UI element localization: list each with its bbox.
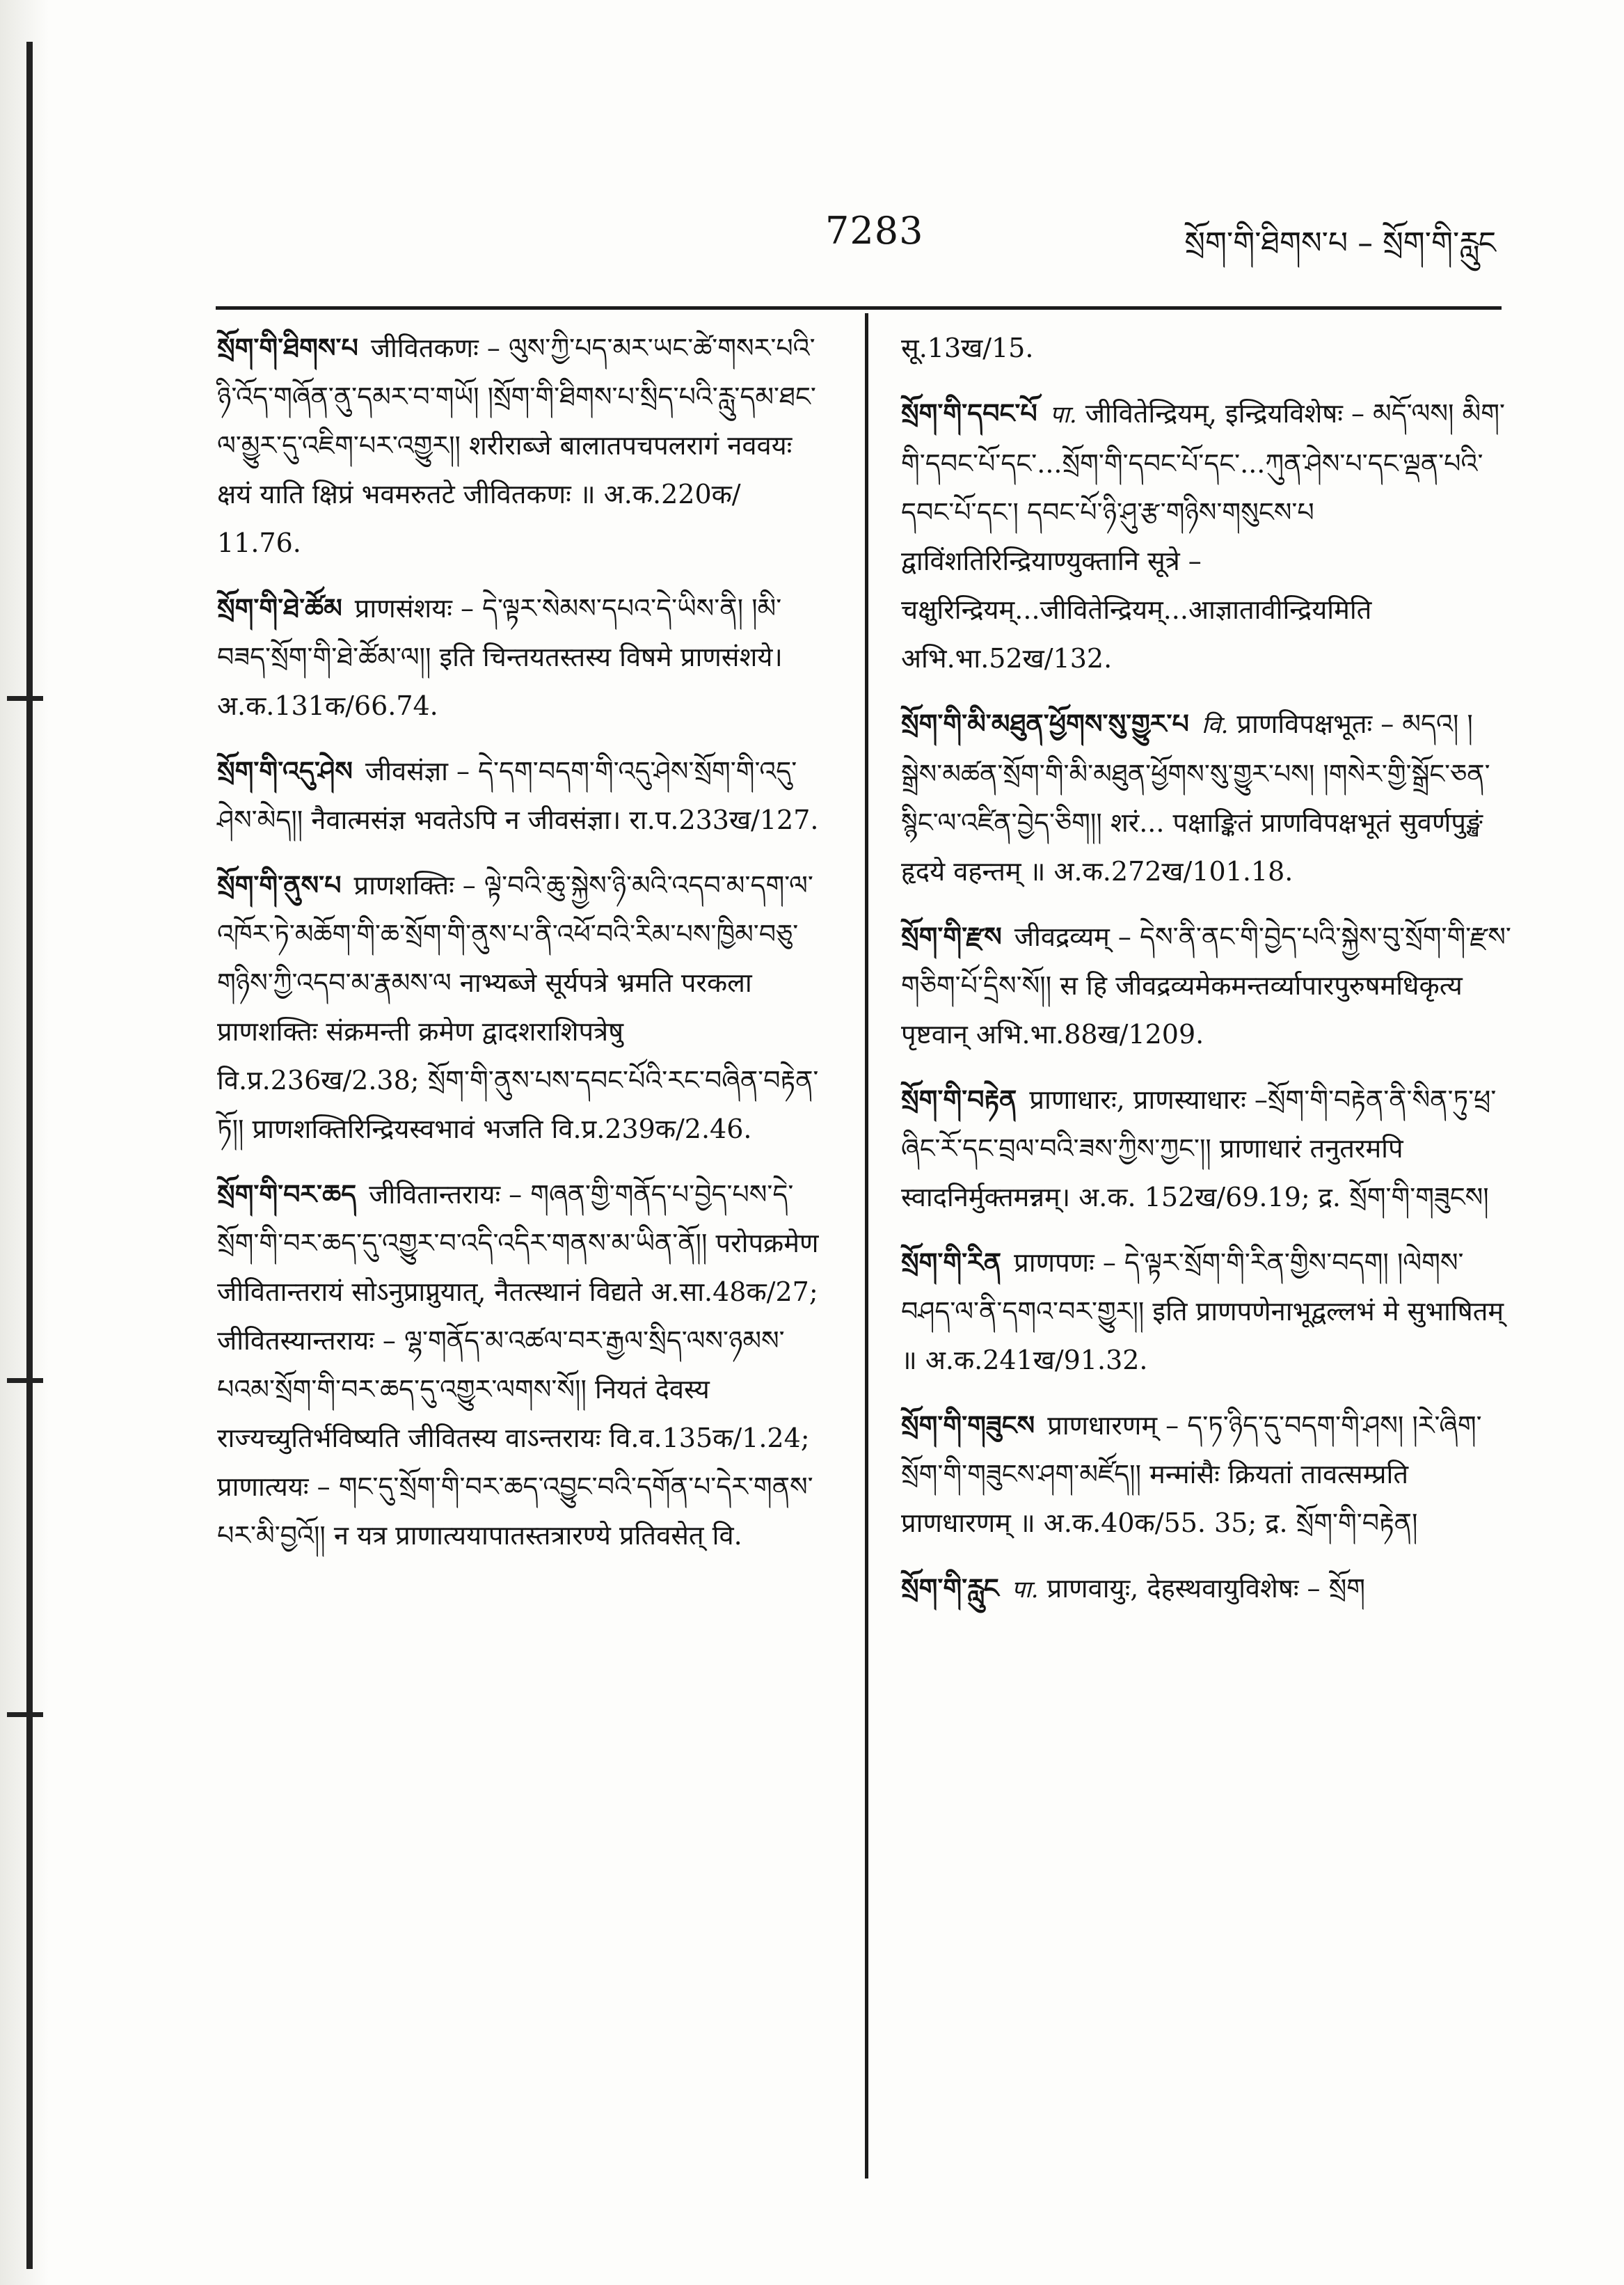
running-head: སྲོག་གི་ཐིགས་པ – སྲོག་གི་རླུང (1184, 226, 1496, 261)
entry-headword: སྲོག་གི་མི་མཐུན་ཕྱོགས་སུ་གྱུར་པ (901, 709, 1189, 739)
entry-sanskrit-equivalent: प्राणपणः (1014, 1247, 1094, 1278)
scan-edge (0, 0, 49, 2285)
left-column (217, 324, 829, 1576)
entry-body: – ལུས་ཀྱི་པད་མར་ཡང་ཚེ་གསར་པའི་ཉི་འོད་གཞོན་ནུ་དམར་བ་གཡོ། །སྲོག་གི་ཐིགས་པ་སྲིད་པའི་རླུ་དམ་ཐང་ལ་མྱུར་དུ་འཇིག་པར་འགྱུར།། शरीराब्जे बालातपचपलरागं नववयः क्षयं याति क्षिप्रं भवमरुतटे जीवितकणः ॥ अ.क.220क/ 11.76. (217, 333, 816, 558)
margin-tick (7, 1378, 43, 1383)
entry-sanskrit-equivalent: जीवसंज्ञा (365, 756, 448, 786)
entry-headword: སྲོག་གི་བརྟེན (901, 1084, 1017, 1115)
entry-grammar-label: पा. (1049, 401, 1077, 429)
margin-tick (7, 696, 43, 701)
entry-body: सू.13ख/15. (901, 333, 1034, 363)
entry-sanskrit-equivalent: जीवितेन्द्रियम्, इन्द्रियविशेषः (1085, 398, 1343, 429)
entry-body: – ད་ཏ་ཉིད་དུ་བདག་གི་ཤས། །རེ་ཞིག་སྲོག་གི་གཟུངས་ཤག་མཛོད།། मन्मांसैः क्रियतां तावत्सम्प्रति प्राणधारणम् ॥ अ.क.40क/55. 35; द्र. སྲོག་གི་བརྟེན། (901, 1410, 1482, 1538)
entry-headword: སྲོག་གི་དབང་པོ (901, 398, 1037, 429)
entry-sanskrit-equivalent: जीवद्रव्यम् (1014, 922, 1110, 952)
entry-body: – མདོ་ལས། མིག་གི་དབང་པོ་དང་...སྲོག་གི་དབང་པོ་དང་...ཀུན་ཤེས་པ་དང་ལྡན་པའི་དབང་པོ་དང་། དབང་པོ་ཉི་ཤུ་རྩ་གཉིས་གསུངས་པ द्वाविंशतिरिन्द्रियाण्युक्तानि सूत्रे –चक्षुरिन्द्रियम्...जीवितेन्द्रियम्...आज्ञातावीन्द्रियमिति अभि.भा.52ख/132. (901, 398, 1505, 674)
entry-body: – ལྟེ་བའི་ཆུ་སྐྱེས་ཉི་མའི་འདབ་མ་དག་ལ་འཁོར་ཏེ་མཆོག་གི་ཆ་སྲོག་གི་ནུས་པ་ནི་འཕོ་བའི་རིམ་པས་ཁྱིམ་བཅུ་གཉིས་ཀྱི་འདབ་མ་རྣམས་ལ नाभ्यब्जे सूर्यपत्रे भ्रमति परकला प्राणशक्तिः संक्रमन्ती क्रमेण द्वादशराशिपत्रेषु वि.प्र.236ख/2.38; སྲོག་གི་ནུས་པས་དབང་པོའི་རང་བཞིན་བརྟེན་ཏོ།། प्राणशक्तिरिन्द्रियस्वभावं भजति वि.प्र.239क/2.46. (217, 870, 819, 1144)
dictionary-entry (901, 912, 1513, 1059)
entry-sanskrit-equivalent: प्राणाधारः, प्राणस्याधारः (1029, 1084, 1246, 1115)
dictionary-entry (217, 1170, 829, 1560)
dictionary-entry (901, 1401, 1513, 1547)
entry-sanskrit-equivalent: प्राणविपक्षभूतः (1236, 709, 1373, 739)
margin-tick (7, 1712, 43, 1717)
dictionary-entry (901, 1564, 1513, 1614)
entry-headword: སྲོག་གི་གཟུངས (901, 1410, 1035, 1441)
entry-sanskrit-equivalent: प्राणधारणम् (1047, 1410, 1158, 1441)
entry-headword: སྲོག་གི་ཐེ་ཚོམ (217, 593, 342, 624)
entry-body: – སྲོག (1307, 1573, 1366, 1604)
entry-sanskrit-equivalent: जीवितान्तरायः (369, 1179, 501, 1210)
entry-headword: སྲོག་གི་བར་ཆད (217, 1179, 357, 1210)
entry-body: – དེ་དག་བདག་གི་འདུ་ཤེས་སྲོག་གི་འདུ་ཤེས་མེད།། नैवात्मसंज्ञ भवतेऽपि न जीवसंज्ञा। रा.प.233ख/127. (217, 756, 819, 835)
header-rule (216, 306, 1502, 310)
entry-headword: སྲོག་གི་ནུས་པ (217, 870, 342, 901)
dictionary-entry (901, 699, 1513, 896)
entry-body: –སྲོག་གི་བརྟེན་ནི་སིན་ཏུ་ཕྲ་ཞིང་རོ་དང་བྲལ་བའི་ཟས་ཀྱིས་ཀྱང་།། प्राणाधारं तनुतरमपि स्वादनिर्मुक्तमन्नम्। अ.क. 152ख/69.19; द्र. སྲོག་གི་གཟུངས། (901, 1084, 1497, 1212)
column-separator (865, 313, 868, 2179)
dictionary-entry (217, 324, 829, 567)
dictionary-entry (901, 1075, 1513, 1221)
dictionary-entry (217, 584, 829, 730)
entry-headword: སྲོག་གི་འདུ་ཤེས (217, 756, 353, 786)
dictionary-entry (901, 324, 1513, 372)
entry-headword: སྲོག་གི་རིན (901, 1247, 1002, 1278)
entry-body: – གཞན་གྱི་གནོད་པ་བྱེད་པས་དེ་སྲོག་གི་བར་ཆད་དུ་འགྱུར་བ་འདི་འདིར་གནས་མ་ཡིན་ནོ།། परोपक्रमेण जीवितान्तरायं सोऽनुप्राप्नुयात्, नैतत्स्थानं विद्यते अ.सा.48क/27; जीवितस्यान्तरायः – ལྷ་གནོད་མ་འཚལ་བར་རྒྱལ་སྲིད་ལས་ཉམས་པའམ་སྲོག་གི་བར་ཆད་དུ་འགྱུར་ལགས་སོ།། नियतं देवस्य राज्यच्युतिर्भविष्यति जीवितस्य वाऽन्तरायः वि.व.135क/1.24; प्राणात्ययः – གང་དུ་སྲོག་གི་བར་ཆད་འབྱུང་བའི་དགོན་པ་དེར་གནས་པར་མི་བྱའོ།། न यत्र प्राणात्ययापातस्तत्रारण्ये प्रतिवसेत् वि. (217, 1179, 819, 1551)
entry-sanskrit-equivalent: प्राणसंशयः (354, 593, 452, 624)
entry-headword: སྲོག་གི་རླུང (901, 1573, 999, 1604)
page-number: 7283 (825, 209, 924, 253)
entry-body: – མདའ། །སྒྲེས་མཚན་སྲོག་གི་མི་མཐུན་ཕྱོགས་སུ་གྱུར་པས། །གསེར་གྱི་སྒྲོང་ཅན་སྙིང་ལ་འཛིན་བྱེད་ཅིག།། शरं... पक्षाङ्कितं प्राणविपक्षभूतं सुवर्णपुङ्खं हृदये वहन्तम् ॥ अ.क.272ख/101.18. (901, 709, 1490, 887)
entry-headword: སྲོག་གི་ཐིགས་པ (217, 333, 358, 363)
entry-sanskrit-equivalent: जीवितकणः (370, 333, 479, 363)
entry-sanskrit-equivalent: प्राणशक्तिः (353, 870, 454, 901)
entry-body: – དེ་ལྟར་སེམས་དཔའ་དེ་ཡིས་ནི། །མི་བཟད་སྲོག་གི་ཐེ་ཚོམ་ལ།། इति चिन्तयतस्तस्य विषमे प्राणसंशये। अ.क.131क/66.74. (217, 593, 783, 721)
entry-body: – དེས་ནི་ནང་གི་བྱེད་པའི་སྐྱེས་བུ་སྲོག་གི་རྫས་གཅིག་པོ་དྲིས་སོ།། स हि जीवद्रव्यमेकमन्तर्व्यापारपुरुषमधिकृत्य पृष्टवान् अभि.भा.88ख/1209. (901, 922, 1511, 1050)
entry-headword: སྲོག་གི་རྫས (901, 922, 1002, 952)
entry-body: – དེ་ལྟར་སྲོག་གི་རིན་གྱིས་བདག། །ལེགས་བཤད་ལ་ནི་དགའ་བར་གྱུར།། इति प्राणपणेनाभूद्वल्लभं मे सुभाषितम् ॥ अ.क.241ख/91.32. (901, 1247, 1504, 1375)
dictionary-entry (901, 389, 1513, 683)
right-column (901, 324, 1513, 1631)
dictionary-entry (217, 861, 829, 1153)
entry-grammar-label: पा. (1011, 1576, 1039, 1604)
entry-grammar-label: वि. (1201, 711, 1229, 739)
entry-sanskrit-equivalent: प्राणवायुः, देहस्थवायुविशेषः (1046, 1573, 1299, 1604)
binding-margin-bar (26, 42, 33, 2269)
dictionary-entry (901, 1238, 1513, 1384)
dictionary-entry (217, 747, 829, 844)
